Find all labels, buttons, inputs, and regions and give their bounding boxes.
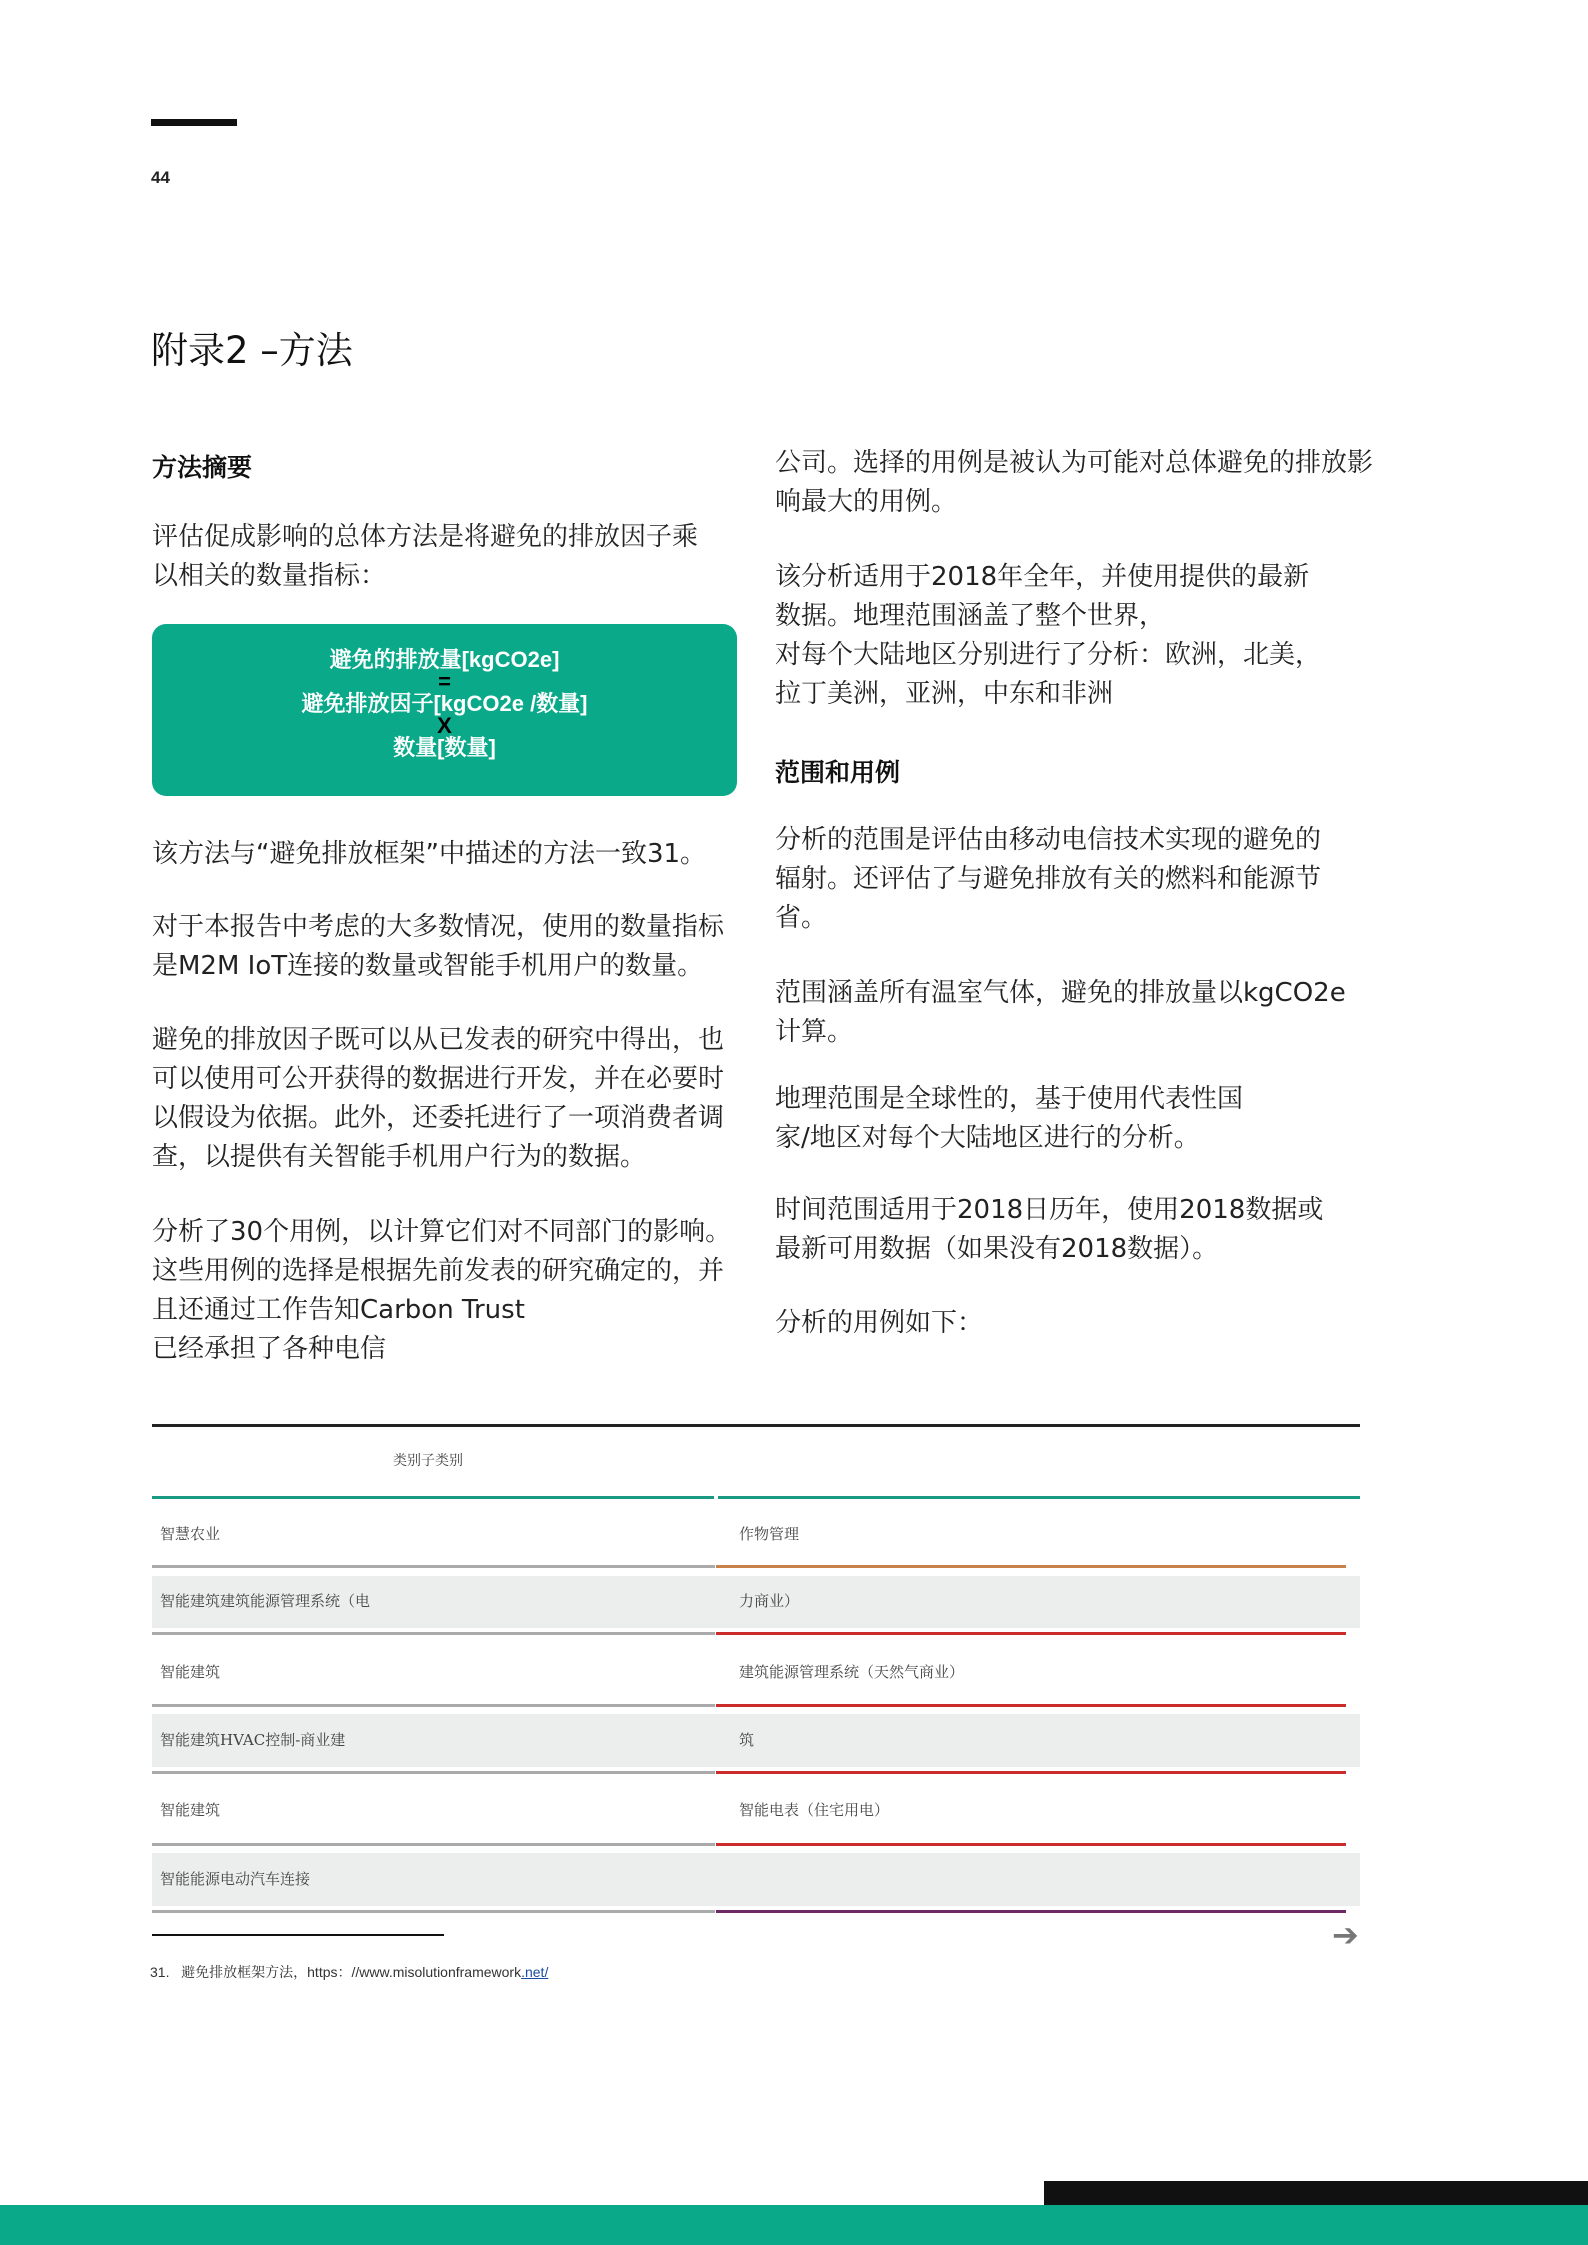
text-line: 且还通过工作告知Carbon Trust — [152, 1295, 525, 1325]
paragraph — [152, 908, 742, 986]
header-rule — [718, 1496, 1360, 1499]
table-top-rule — [152, 1424, 1360, 1427]
category-cell: 智能建筑 — [160, 1801, 221, 1819]
table-row — [152, 1500, 1360, 1565]
section-heading-scope: 范围和用例 — [775, 758, 901, 787]
row-rule-colored — [716, 1771, 1346, 1774]
text-line: 分析了30个用例，以计算它们对不同部门的影响。 — [152, 1217, 732, 1247]
text-line: 范围涵盖所有温室气体，避免的排放量以kgCO2e — [775, 978, 1346, 1008]
text-line: 是M2M IoT连接的数量或智能手机用户的数量。 — [152, 951, 704, 981]
text-line: 辐射。还评估了与避免排放有关的燃料和能源节 — [775, 864, 1322, 894]
formula-line: 避免的排放量[kgCO2e] — [329, 647, 560, 672]
footnote-link[interactable]: .net/ — [521, 1964, 549, 1980]
paragraph — [152, 518, 742, 596]
row-rule-colored — [716, 1910, 1346, 1913]
text-line: 时间范围适用于2018日历年，使用2018数据或 — [775, 1195, 1324, 1225]
row-rule — [152, 1771, 715, 1774]
formula-times: X — [437, 713, 452, 738]
category-cell: 智能能源电动汽车连接 — [160, 1869, 311, 1888]
text-line: 已经承担了各种电信 — [152, 1334, 387, 1364]
text-line: 可以使用可公开获得的数据进行开发，并在必要时 — [152, 1064, 725, 1094]
table-header: 类别子类别 — [393, 1453, 463, 1469]
category-cell: 智能建筑建筑能源管理系统（电 — [160, 1592, 371, 1610]
table-row — [152, 1845, 1360, 1910]
paragraph — [775, 974, 1365, 1052]
text-line: 最新可用数据（如果没有2018数据）。 — [775, 1234, 1219, 1264]
row-rule — [152, 1632, 715, 1635]
text-line: 该方法与“避免排放框架”中描述的方法一致31。 — [152, 839, 707, 869]
paragraph — [775, 558, 1365, 714]
row-rule-colored — [716, 1632, 1346, 1635]
text-line: 对每个大陆地区分别进行了分析：欧洲，北美， — [775, 640, 1322, 670]
text-line: 公司。选择的用例是被认为可能对总体避免的排放影 — [775, 448, 1374, 478]
table-row — [152, 1568, 1360, 1632]
footer-bar-teal — [0, 2205, 1588, 2245]
table-row — [152, 1775, 1360, 1843]
page-number: 44 — [151, 168, 170, 187]
header-rule — [151, 119, 237, 126]
text-line: 该分析适用于2018年全年，并使用提供的最新 — [775, 562, 1310, 592]
paragraph — [775, 444, 1374, 522]
page-title: 附录2 –方法 — [151, 329, 353, 372]
paragraph — [775, 1191, 1365, 1269]
text-line: 省。 — [775, 903, 828, 933]
subcategory-cell: 作物管理 — [739, 1524, 800, 1543]
footer-bar-dark — [1044, 2181, 1588, 2205]
paragraph — [152, 1213, 742, 1369]
text-line: 分析的用例如下： — [775, 1308, 984, 1338]
text-line: 避免的排放因子既可以从已发表的研究中得出，也 — [152, 1025, 725, 1055]
table-row — [152, 1637, 1360, 1704]
section-heading-summary: 方法摘要 — [152, 453, 253, 482]
text-line: 计算。 — [775, 1017, 854, 1047]
paragraph — [775, 821, 1365, 938]
category-cell: 智能建筑HVAC控制-商业建 — [160, 1730, 346, 1749]
row-rule — [152, 1910, 715, 1913]
text-line: 地理范围是全球性的，基于使用代表性国 — [775, 1084, 1244, 1114]
subcategory-cell: 建筑能源管理系统（天然气商业） — [739, 1662, 965, 1681]
subcategory-cell: 筑 — [739, 1730, 755, 1749]
text-line: 分析的范围是评估由移动电信技术实现的避免的 — [775, 825, 1322, 855]
formula-box — [152, 624, 737, 796]
subcategory-cell: 力商业） — [739, 1592, 800, 1610]
footnote-text: 避免排放框架方法，https：//www.misolutionframework — [181, 1964, 522, 1980]
paragraph — [775, 1304, 1365, 1343]
text-line: 这些用例的选择是根据先前发表的研究确定的，并 — [152, 1256, 725, 1286]
paragraph — [775, 1080, 1365, 1158]
text-line: 对于本报告中考虑的大多数情况，使用的数量指标 — [152, 912, 725, 942]
text-line: 以假设为依据。此外，还委托进行了一项消费者调 — [152, 1103, 725, 1133]
formula-line: 避免排放因子[kgCO2e /数量] — [301, 691, 588, 716]
category-cell: 智慧农业 — [160, 1524, 221, 1543]
text-line: 以相关的数量指标： — [152, 561, 387, 591]
arrow-right-icon[interactable]: ➔ — [1332, 1916, 1359, 1954]
header-rule — [152, 1496, 714, 1499]
text-line: 查，以提供有关智能手机用户行为的数据。 — [152, 1142, 647, 1172]
footnote — [150, 1962, 548, 1982]
text-line: 评估促成影响的总体方法是将避免的排放因子乘 — [152, 522, 699, 552]
formula-line: 数量[数量] — [393, 735, 496, 760]
text-line: 数据。地理范围涵盖了整个世界， — [775, 601, 1166, 631]
formula-equals: = — [438, 669, 451, 694]
footnote-rule — [152, 1934, 444, 1936]
category-cell: 智能建筑 — [160, 1662, 221, 1681]
text-line: 拉丁美洲，亚洲，中东和非洲 — [775, 679, 1114, 709]
table-row — [152, 1706, 1360, 1771]
text-line: 家/地区对每个大陆地区进行的分析。 — [775, 1123, 1200, 1153]
paragraph — [152, 835, 742, 874]
footnote-number: 31. — [150, 1964, 170, 1980]
text-line: 响最大的用例。 — [775, 487, 958, 517]
subcategory-cell: 智能电表（住宅用电） — [739, 1801, 890, 1819]
paragraph — [152, 1021, 742, 1177]
